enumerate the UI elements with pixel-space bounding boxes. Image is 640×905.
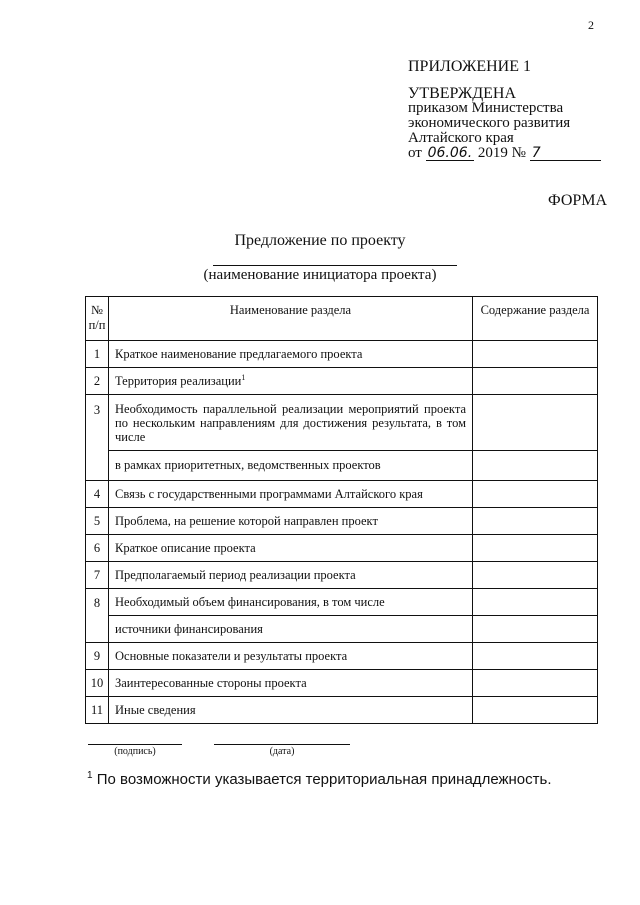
row-number: 4 (86, 481, 109, 508)
table-row (86, 589, 598, 616)
row-number: 7 (86, 562, 109, 589)
date-caption: (дата) (269, 746, 295, 757)
approval-block (408, 86, 601, 161)
row-section-name-cell (109, 368, 473, 395)
table-row (86, 535, 598, 562)
table-row (86, 670, 598, 697)
approval-date-line (408, 146, 601, 161)
row-section-name: Связь с государственными программами Алтайского края (109, 481, 473, 508)
row-content-cell (473, 508, 598, 535)
row-content-cell (473, 341, 598, 368)
row-number: 6 (86, 535, 109, 562)
row-section-name: Заинтересованные стороны проекта (109, 670, 473, 697)
footnote-mark: 1 (87, 770, 93, 781)
date-prefix: от (408, 145, 422, 161)
initiator-caption: (наименование инициатора проекта) (203, 267, 437, 283)
row-section-name: Предполагаемый период реализации проекта (109, 562, 473, 589)
table-subrow (86, 451, 598, 481)
form-label: ФОРМА (548, 192, 608, 209)
table-subrow (86, 616, 598, 643)
handwritten-date: 06.06. (427, 145, 473, 161)
table-header-row (86, 297, 598, 341)
row-number: 2 (86, 368, 109, 395)
table-row (86, 562, 598, 589)
row-section-name: Краткое наименование предлагаемого проекта (109, 341, 473, 368)
row-section-name: Основные показатели и результаты проекта (109, 643, 473, 670)
row-content-cell (473, 481, 598, 508)
row-number: 9 (86, 643, 109, 670)
row-section-name: Иные сведения (109, 697, 473, 724)
signature-caption: (подпись) (114, 746, 156, 757)
table-row (86, 341, 598, 368)
approved-line: приказом Министерства (408, 100, 564, 116)
row-content-cell (473, 451, 598, 481)
order-number-blank (543, 148, 601, 161)
row-subsection-name: в рамках приоритетных, ведомственных проектов (109, 451, 473, 481)
footnote-text: По возможности указывается территориальная принадлежность. (96, 771, 552, 788)
row-number: 8 (86, 589, 109, 643)
table-row (86, 481, 598, 508)
row-number: 3 (86, 395, 109, 481)
row-content-cell (473, 395, 598, 451)
appendix-label: ПРИЛОЖЕНИЕ 1 (408, 58, 532, 75)
row-content-cell (473, 643, 598, 670)
row-subsection-name: источники финансирования (109, 616, 473, 643)
handwritten-order-number: 7 (531, 145, 541, 161)
table-row (86, 697, 598, 724)
row-content-cell (473, 589, 598, 616)
footnote-mark: 1 (241, 372, 246, 382)
row-number: 11 (86, 697, 109, 724)
row-section-name: Краткое описание проекта (109, 535, 473, 562)
footnote (87, 770, 552, 788)
approved-line: экономического развития (408, 115, 571, 131)
row-content-cell (473, 562, 598, 589)
row-content-cell (473, 670, 598, 697)
row-section-name: Территория реализации (115, 374, 242, 389)
table-row (86, 368, 598, 395)
table-row (86, 643, 598, 670)
approved-line: Алтайского края (408, 130, 514, 146)
initiator-blank-line (213, 265, 457, 266)
row-content-cell (473, 616, 598, 643)
row-section-name: Необходимость параллельной реализации мероприятий проекта по нескольким направлениям для достижения результата, в том числе (109, 395, 473, 451)
table-row (86, 395, 598, 451)
row-number: 5 (86, 508, 109, 535)
row-section-name: Необходимый объем финансирования, в том числе (109, 589, 473, 616)
row-content-cell (473, 697, 598, 724)
approved-line: УТВЕРЖДЕНА (408, 85, 517, 102)
proposal-table (85, 296, 598, 724)
row-content-cell (473, 368, 598, 395)
document-title: Предложение по проекту (234, 232, 406, 249)
row-number: 10 (86, 670, 109, 697)
row-content-cell (473, 535, 598, 562)
header-section-name: Наименование раздела (109, 297, 473, 341)
header-section-content: Содержание раздела (473, 297, 598, 341)
date-line (214, 744, 350, 745)
signature-line (88, 744, 182, 745)
header-number: № п/п (86, 297, 109, 341)
order-year: 2019 № (477, 145, 526, 161)
row-number: 1 (86, 341, 109, 368)
row-section-name: Проблема, на решение которой направлен проект (109, 508, 473, 535)
table-row (86, 508, 598, 535)
page-number: 2 (588, 18, 594, 32)
